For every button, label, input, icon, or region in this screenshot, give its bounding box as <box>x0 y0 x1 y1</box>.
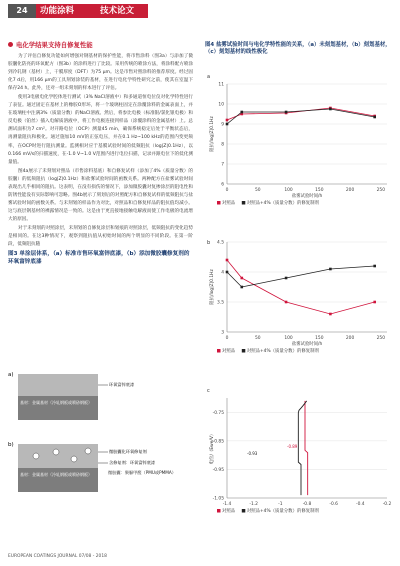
section-label: 功能涂料 <box>40 6 75 16</box>
primer-layer-b <box>18 444 98 468</box>
coating-schematic <box>8 368 193 528</box>
microcapsule <box>33 453 39 459</box>
capsule-shell-label: 微胶囊：聚脲甲醛（PMU或PMMA） <box>108 470 176 475</box>
legend-label: 对照品+4%（质量分数）的修复制剂 <box>246 509 319 514</box>
chart-panel-label: c <box>207 388 210 394</box>
series-line <box>227 109 375 124</box>
x-tick-label: 100 <box>284 188 293 193</box>
x-tick-label: -1.4 <box>222 502 232 507</box>
category-label: 技术论文 <box>100 6 135 16</box>
series-line <box>227 108 375 120</box>
figure3-caption: 图3 单涂层体系，（a）标准市售环氧富锌底漆，（b）添加微胶囊修复剂的环氧富锌底漆 <box>8 251 190 265</box>
data-point <box>329 313 332 316</box>
x-tick-label: 50 <box>254 188 261 193</box>
x-tick-label: -1 <box>278 502 283 507</box>
data-point <box>285 277 288 280</box>
data-point <box>226 259 229 262</box>
data-point <box>373 301 376 304</box>
left-column <box>8 40 193 266</box>
microcapsule-label: 微胶囊化环氧修复剂 <box>109 449 147 454</box>
x-tick-label: -0.2 <box>382 502 392 507</box>
x-tick-label: 0 <box>225 188 229 193</box>
x-tick-label: 150 <box>315 336 324 341</box>
y-tick-label: 7 <box>221 162 224 168</box>
bullet-icon <box>8 42 13 47</box>
data-point <box>240 111 243 114</box>
y-axis-label: 电位/（Ewe/V） <box>210 431 215 465</box>
y-tick-label: 11 <box>218 82 224 88</box>
x-axis-label: 盐雾试验时间/h <box>291 342 323 347</box>
y-tick-label: 3.5 <box>217 300 224 306</box>
legend-label: 对照品+4%（质量分数）的修复制剂 <box>246 201 319 206</box>
microcapsule <box>85 448 91 454</box>
legend-swatch <box>217 349 221 353</box>
data-point <box>285 111 288 114</box>
x-tick-label: 0 <box>225 336 229 341</box>
data-point <box>373 116 376 119</box>
y-tick-label: -0.85 <box>212 439 224 445</box>
substrate-label-a: 基材：金属基材（冷轧钢板或喷砂钢板） <box>20 400 92 405</box>
layer-label: 含修复剂：环氧富锌底漆 <box>109 460 156 465</box>
x-tick-label: 250 <box>376 188 386 193</box>
chart-c <box>205 384 395 534</box>
legend-label: 对照品 <box>222 349 236 354</box>
data-point <box>329 268 332 271</box>
y-axis-label: 阻抗/log|Z|0.1Hz <box>210 116 215 152</box>
legend-swatch <box>217 509 221 513</box>
y-tick-label: 10 <box>218 102 224 108</box>
legend-swatch <box>242 201 246 205</box>
x-tick-label: -1.2 <box>249 502 258 507</box>
y-tick-label: -0.75 <box>212 410 224 416</box>
page-number: 24 <box>8 4 36 18</box>
paragraph: 使用3电极电化学腔体进行测试（3% NaCl溶液中）和多通道恒电位仪对化学特性进行了表征。通过固定在基材上的橡胶O形环，将一个玻璃柱固定在涂覆涂料的金属表面上，并在玻璃柱中注满3%（质量分数）的NaCl溶液。然后，将参比电极（标准银/氯化银电极）和反电极（铂丝）插入电解质溶液中，将工作电极连接到样品（涂覆涂料的金属基材）上。总测试面积为7 cm²。对开路电位（OCP）测量45 min，确保系统稳定后处于平衡状态后，再测量阻抗和极化。通过施加10 mV的正弦电压，并在0.1 Hz~100 kHz的范围内变更频率，在OCP时进行阻抗测量。监测相对应于基膜试验时间的低频阻抗（log|Z|0.1Hz），以0.166 mV/s的扫描速度，在-1.0 V~1.0 V范围内进行电位扫描，记录并跟电位下的低化测量值。 <box>8 95 193 165</box>
x-axis-label: 盐雾试验时间/h <box>291 194 323 199</box>
x-tick-label: 100 <box>284 336 293 341</box>
section-heading <box>8 40 193 49</box>
section-title: 电化学结果支持自修复性能 <box>16 41 93 49</box>
legend-swatch <box>242 509 246 513</box>
data-point <box>240 286 243 289</box>
y-tick-label: -0.95 <box>212 467 224 473</box>
chart-panel-label: a <box>207 74 211 80</box>
x-tick-label: 50 <box>254 336 261 341</box>
x-tick-label: 150 <box>315 188 324 193</box>
primer-layer-a <box>18 374 98 396</box>
y-tick-label: 6 <box>221 182 224 188</box>
paragraph: 为了评估自修复功能如何增强对钢基材的保护性能，将市售涂料（图3a）与添加了微胶囊化防亮的环氧配方（图3b）的涂料进行了比较。采用传统的喷涂方法，将涂料配方喷涂到冷轧钢（基材）上，干膜厚度（DFT）为75 μm。这是市售对照涂料的推荐厚度。经过固化7 d后，用166 μm的工具刻划涂装的基材，在进行电化学特性研究之前，使其在室温下保存24 h。此外，还对一组未刻划的样本进行了评估。 <box>8 54 193 92</box>
legend-swatch <box>242 349 246 353</box>
layer-label: 环氧富锌底漆 <box>109 382 135 387</box>
legend-label: 对照品 <box>222 201 236 206</box>
substrate-label-b: 基材：金属基材（冷轧钢板或喷砂钢板） <box>20 472 92 477</box>
x-tick-label: -0.6 <box>329 502 338 507</box>
schematic-label-b: b) <box>8 442 14 448</box>
annotation-label: -0.89 <box>287 444 298 449</box>
schematic-label-a: a) <box>8 372 14 378</box>
data-point <box>226 119 229 122</box>
x-tick-label: 200 <box>345 336 355 341</box>
data-point <box>329 108 332 111</box>
legend-swatch <box>217 201 221 205</box>
paragraph: 对于未刻划的对照涂层，未刻划的自修复涂层和划痕的对照涂层，低频阻抗的变化趋势是相同的。在这3种情况下，观察到阻抗值从初始时间的两个明显的不同阶段。在第一阶段，低频阻抗随 <box>8 225 193 248</box>
data-point <box>285 301 288 304</box>
x-tick-label: -0.8 <box>302 502 312 507</box>
polarization-curve <box>305 401 308 495</box>
legend-label: 对照品 <box>222 509 236 514</box>
figure4-caption: 图4 盐雾试验时间与电化学特性能的关系，（a）未刻划基材，（b）刻划基材，（c）刻划基材的线性极化 <box>205 42 391 55</box>
annotation-label: -0.93 <box>247 451 258 457</box>
legend-label: 对照品+4%（质量分数）的修复制剂 <box>246 349 319 354</box>
data-point <box>226 271 229 274</box>
microcapsule <box>71 456 77 462</box>
polarization-curve <box>298 401 306 495</box>
y-axis-label: 阻抗/log|Z|0.1Hz <box>210 269 215 305</box>
right-column <box>205 40 395 56</box>
y-tick-label: 3 <box>221 330 224 336</box>
x-tick-label: 200 <box>345 188 355 193</box>
chart-a <box>205 70 395 220</box>
series-line <box>227 266 375 287</box>
y-tick-label: 4.5 <box>217 240 224 246</box>
page-footer: EUROPEAN COATINGS JOURNAL 07/08 - 2018 <box>8 554 107 559</box>
data-point <box>373 265 376 268</box>
y-tick-label: 4 <box>221 270 224 276</box>
x-tick-label: 250 <box>376 336 386 341</box>
y-tick-label: -1.05 <box>212 496 224 502</box>
x-tick-label: -0.4 <box>356 502 365 507</box>
series-line <box>227 260 375 314</box>
microcapsule <box>53 449 59 455</box>
chart-b <box>205 236 395 366</box>
y-tick-label: 8 <box>221 142 224 148</box>
y-tick-label: 9 <box>221 122 224 128</box>
page-header <box>0 0 400 20</box>
data-point <box>226 123 229 126</box>
data-point <box>240 277 243 280</box>
paragraph: 图4a展示了未刻划对照品（市售涂料基底）和自修复试样（添加了4%（质量分数）的胶囊）的低频阻抗（log|Z|0.1Hz）和盐雾试验时间的函数关系。两种配方在盐雾试验时间表现出几乎相同的阻抗。这表明，在没有损伤的情况下，添加微胶囊对复掺涂层的阻电性和防锈性能没有实际影响可忽略。图4b展示了刻划后的对照配方和自修复试样的低频阻抗与盐雾试验时间的函数关系。与未刻划的样品作为对比，对照品和自修复样品的阻抗值均减小。这与底层钢基材的裸露情况是一致的。这是由于更直接地接触电解液而使工作电极的电流增大的原因。 <box>8 168 193 222</box>
chart-panel-label: b <box>207 240 211 246</box>
